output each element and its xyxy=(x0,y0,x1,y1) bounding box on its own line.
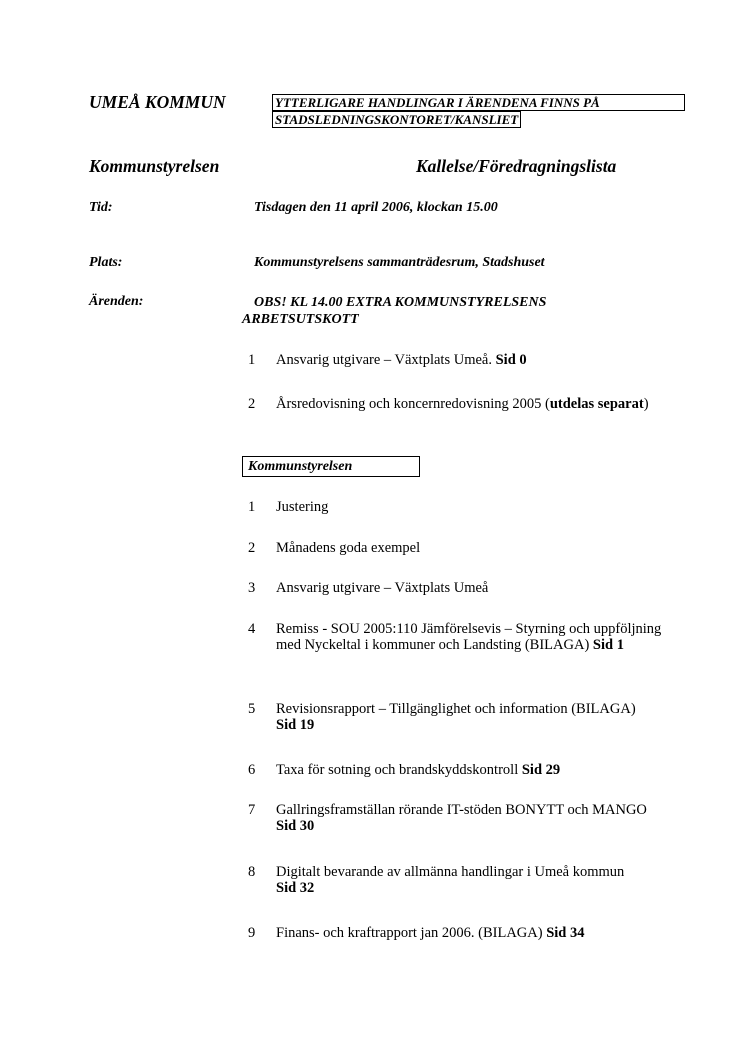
obs-note xyxy=(242,294,668,328)
item-number: 3 xyxy=(248,580,256,596)
item-page-ref: Sid 29 xyxy=(521,762,561,778)
item-number: 2 xyxy=(248,540,256,556)
matters-label: Ärenden: xyxy=(89,294,144,309)
item-page-ref: Sid 0 xyxy=(495,352,527,368)
notice-box xyxy=(272,94,684,128)
item-number: 1 xyxy=(248,352,256,368)
item-text: Ansvarig utgivare – Växtplats Umeå xyxy=(276,580,489,596)
list-item xyxy=(248,762,668,778)
place-label: Plats: xyxy=(89,255,123,270)
place-value: Kommunstyrelsens sammanträdesrum, Stadshuset xyxy=(254,255,545,270)
list-item xyxy=(248,925,668,941)
time-value: Tisdagen den 11 april 2006, klockan 15.00 xyxy=(254,200,498,215)
item-number: 6 xyxy=(248,762,256,778)
obs-line-1: OBS! KL 14.00 EXTRA KOMMUNSTYRELSENS xyxy=(254,295,547,310)
item-number: 1 xyxy=(248,499,256,515)
item-text: Ansvarig utgivare – Växtplats Umeå. xyxy=(276,352,496,368)
item-page-ref: Sid 1 xyxy=(592,637,624,653)
list-item xyxy=(248,701,668,733)
obs-line-2: ARBETSUTSKOTT xyxy=(242,312,359,327)
list-item xyxy=(248,540,668,556)
item-number: 7 xyxy=(248,802,256,818)
item-page-ref: Sid 19 xyxy=(276,717,315,733)
item-distribution-note: utdelas separat xyxy=(549,396,644,412)
time-label: Tid: xyxy=(89,200,113,215)
section-heading: Kommunstyrelsen xyxy=(242,456,420,477)
department-title: Kommunstyrelsen xyxy=(89,156,220,176)
item-text: Finans- och kraftrapport jan 2006. (BILAGA) xyxy=(276,925,547,941)
notice-line-2: STADSLEDNINGSKONTORET/KANSLIET xyxy=(272,111,521,128)
item-text: Revisionsrapport – Tillgänglighet och information (BILAGA) xyxy=(276,701,636,717)
item-text: Gallringsframställan rörande IT-stöden BONYTT och MANGO xyxy=(276,802,647,818)
item-number: 5 xyxy=(248,701,256,717)
item-number: 4 xyxy=(248,621,256,637)
document-type: Kallelse/Föredragningslista xyxy=(416,156,617,176)
item-text: Taxa för sotning och brandskyddskontroll xyxy=(276,762,522,778)
item-text: Månadens goda exempel xyxy=(276,540,421,556)
notice-line-1: YTTERLIGARE HANDLINGAR I ÄRENDENA FINNS PÅ xyxy=(272,94,685,111)
list-item xyxy=(248,352,668,368)
list-item xyxy=(248,864,668,896)
item-text: Remiss - SOU 2005:110 Jämförelsevis – Styrning och uppföljning med Nyckeltal i kommuner och Landsting (BILAGA) xyxy=(276,621,662,653)
organization-name: UMEÅ KOMMUN xyxy=(89,92,226,112)
item-text: Justering xyxy=(276,499,329,515)
item-page-ref: Sid 32 xyxy=(276,880,315,896)
item-page-ref: Sid 30 xyxy=(276,818,315,834)
item-text-end: ) xyxy=(643,396,649,412)
item-number: 8 xyxy=(248,864,256,880)
list-item xyxy=(248,396,668,412)
list-item xyxy=(248,499,668,515)
list-item xyxy=(248,802,668,834)
item-number: 2 xyxy=(248,396,256,412)
item-page-ref: Sid 34 xyxy=(546,925,585,941)
list-item xyxy=(248,621,668,653)
item-text: Årsredovisning och koncernredovisning 2005 ( xyxy=(276,396,550,412)
list-item xyxy=(248,580,668,596)
item-text: Digitalt bevarande av allmänna handlingar i Umeå kommun xyxy=(276,864,625,880)
item-number: 9 xyxy=(248,925,256,941)
